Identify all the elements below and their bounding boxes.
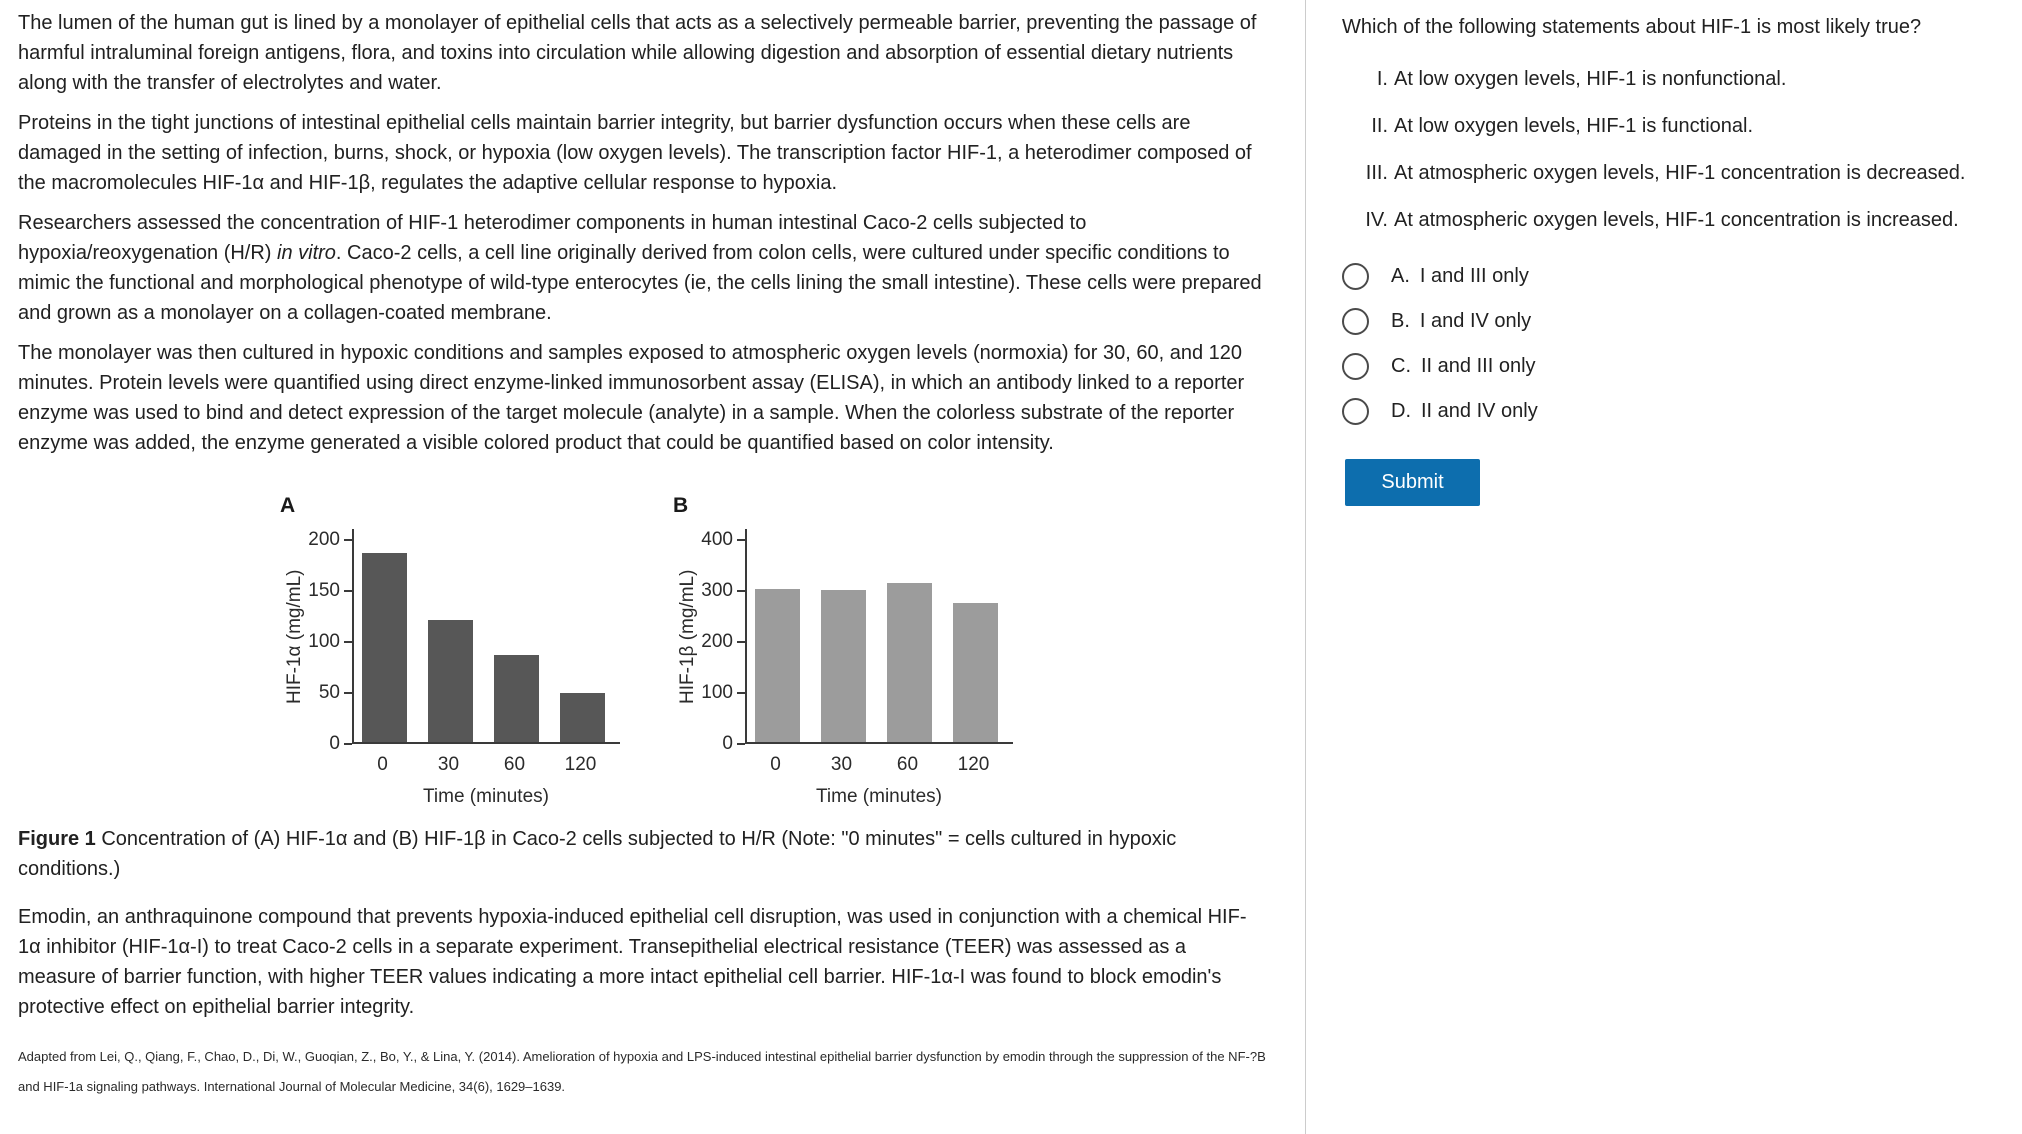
statement-text: At atmospheric oxygen levels, HIF-1 concentration is decreased. bbox=[1394, 162, 1966, 184]
text-segment: Concentration of (A) HIF-1α and (B) HIF-1β in Caco-2 cells subjected to H/R (Note: "0 minutes" = cells cultured in hypoxic conditions.) bbox=[18, 828, 1177, 880]
answer-option-a[interactable] bbox=[1342, 263, 2002, 290]
y-tick-mark bbox=[737, 743, 745, 745]
answer-option-d[interactable] bbox=[1342, 398, 2002, 425]
option-letter: D. bbox=[1391, 400, 1411, 422]
figure-1 bbox=[280, 494, 1269, 809]
option-letter: A. bbox=[1391, 265, 1410, 287]
y-tick-mark bbox=[344, 692, 352, 694]
passage-paragraph-2: Proteins in the tight junctions of intestinal epithelial cells maintain barrier integrity, but barrier dysfunction occurs when these cells are damaged in the setting of infection, burns, shock, or hypoxia (low oxygen levels). The transcription factor HIF-1, a heterodimer composed of the macromolecules HIF-1α and HIF-1β, regulates the adaptive cellular response to hypoxia. bbox=[18, 112, 1252, 194]
x-tick-label: 60 bbox=[896, 754, 919, 775]
answer-options bbox=[1342, 263, 2002, 425]
radio-button[interactable] bbox=[1342, 353, 1369, 380]
y-tick-mark bbox=[344, 743, 352, 745]
bar bbox=[428, 620, 473, 742]
statement-3 bbox=[1342, 160, 2002, 186]
passage-paragraph-1: The lumen of the human gut is lined by a monolayer of epithelial cells that acts as a selectively permeable barrier, preventing the passage of harmful intraluminal foreign antigens, flora, and toxins into circulation while allowing digestion and absorption of essential dietary nutrients along with the transfer of electrolytes and water. bbox=[18, 12, 1257, 94]
y-tick-label: 0 bbox=[329, 733, 340, 754]
y-tick-label: 100 bbox=[308, 631, 340, 652]
y-tick-mark bbox=[737, 539, 745, 541]
statement-numeral: IV. bbox=[1365, 209, 1388, 231]
x-tick-label: 30 bbox=[830, 754, 853, 775]
option-letter: B. bbox=[1391, 310, 1410, 332]
statement-text: At low oxygen levels, HIF-1 is functional. bbox=[1394, 115, 1754, 137]
statement-numeral: III. bbox=[1365, 162, 1388, 184]
y-tick-mark bbox=[737, 692, 745, 694]
plot-area bbox=[745, 529, 1013, 744]
y-tick-mark bbox=[737, 590, 745, 592]
text-segment: . Caco-2 cells, a cell line originally derived from colon cells, were cultured under specific conditions to mimic the functional and morphological phenotype of wild-type enterocytes (ie, the cells lining the small intestine). These cells were prepared and grown as a monolayer on a collagen-coated membrane. bbox=[18, 242, 1262, 324]
statement-numeral: II. bbox=[1371, 115, 1388, 137]
y-tick-label: 0 bbox=[722, 733, 733, 754]
y-tick-label: 50 bbox=[318, 682, 340, 703]
question-prompt: Which of the following statements about HIF-1 is most likely true? bbox=[1342, 16, 1922, 38]
bar bbox=[362, 553, 407, 742]
answer-option-c[interactable] bbox=[1342, 353, 2002, 380]
option-text: II and IV only bbox=[1421, 400, 1538, 422]
bar bbox=[755, 589, 800, 742]
statement-2 bbox=[1342, 113, 2002, 139]
figure-caption bbox=[18, 824, 1269, 884]
y-tick-label: 200 bbox=[308, 529, 340, 550]
plot-area bbox=[352, 529, 620, 744]
y-tick-mark bbox=[344, 641, 352, 643]
text-segment: in vitro bbox=[277, 242, 336, 264]
option-text: I and III only bbox=[1419, 265, 1529, 287]
question-column bbox=[1306, 0, 2022, 1134]
option-text: I and IV only bbox=[1419, 310, 1532, 332]
text-segment: Researchers assessed the concentration of HIF-1 heterodimer components in human intestinal Caco-2 cells subjected to hypoxia/reoxygenation (H/R) bbox=[18, 212, 1087, 264]
bars-group bbox=[747, 529, 1013, 742]
source-citation: Adapted from Lei, Q., Qiang, F., Chao, D., Di, W., Guoqian, Z., Bo, Y., & Lina, Y. (2014). Amelioration of hypoxia and LPS-induced intestinal epithelial barrier dysfunction by emodin through the suppression of the NF-?B and HIF-1a signaling pathways. International Journal of Molecular Medicine, 34(6), 1629–1639. bbox=[18, 1049, 1266, 1094]
bar bbox=[821, 590, 866, 742]
statement-4 bbox=[1342, 207, 2002, 233]
y-tick-mark bbox=[344, 590, 352, 592]
roman-numeral-statements bbox=[1342, 66, 2002, 233]
y-tick-mark bbox=[344, 539, 352, 541]
chart-panel-label: B bbox=[673, 494, 689, 517]
passage-paragraph-4: The monolayer was then cultured in hypoxic conditions and samples exposed to atmospheric oxygen levels (normoxia) for 30, 60, and 120 minutes. Protein levels were quantified using direct enzyme-linked immunosorbent assay (ELISA), in which an antibody linked to a reporter enzyme was used to bind and detect expression of the target molecule (analyte) in a sample. When the colorless substrate of the reporter enzyme was added, the enzyme generated a visible colored product that could be quantified based on color intensity. bbox=[18, 342, 1245, 454]
statement-1 bbox=[1342, 66, 2002, 92]
text-segment: Figure 1 bbox=[18, 828, 96, 850]
chart-panel-a bbox=[280, 494, 625, 809]
y-tick-mark bbox=[737, 641, 745, 643]
x-tick-label: 30 bbox=[437, 754, 460, 775]
bars-group bbox=[354, 529, 620, 742]
passage-paragraph-5: Emodin, an anthraquinone compound that prevents hypoxia-induced epithelial cell disruption, was used in conjunction with a chemical HIF-1α inhibitor (HIF-1α-I) to treat Caco-2 cells in a separate experiment. Transepithelial electrical resistance (TEER) was assessed as a measure of barrier function, with higher TEER values indicating a more intact epithelial cell barrier. HIF-1α-I was found to block emodin's protective effect on epithelial barrier integrity. bbox=[18, 906, 1247, 1018]
x-tick-label: 120 bbox=[564, 754, 597, 775]
chart-panel-label: A bbox=[280, 494, 296, 517]
x-tick-label: 0 bbox=[770, 754, 781, 775]
x-tick-label: 0 bbox=[377, 754, 388, 775]
radio-button[interactable] bbox=[1342, 308, 1369, 335]
bar bbox=[887, 583, 932, 742]
x-tick-label: 60 bbox=[503, 754, 526, 775]
x-tick-label: 120 bbox=[957, 754, 990, 775]
y-tick-label: 200 bbox=[701, 631, 733, 652]
option-letter: C. bbox=[1391, 355, 1411, 377]
bar bbox=[953, 603, 998, 742]
y-tick-label: 150 bbox=[308, 580, 340, 601]
bar bbox=[560, 693, 605, 742]
x-axis-label: Time (minutes) bbox=[816, 786, 942, 807]
submit-button[interactable]: Submit bbox=[1345, 459, 1480, 506]
y-tick-label: 400 bbox=[701, 529, 733, 550]
x-axis-label: Time (minutes) bbox=[423, 786, 549, 807]
statement-numeral: I. bbox=[1376, 68, 1388, 90]
passage-paragraph-3 bbox=[18, 208, 1269, 328]
y-axis-label: HIF-1β (mg/mL) bbox=[677, 569, 698, 704]
answer-option-b[interactable] bbox=[1342, 308, 2002, 335]
y-tick-label: 300 bbox=[701, 580, 733, 601]
y-tick-label: 100 bbox=[701, 682, 733, 703]
radio-button[interactable] bbox=[1342, 263, 1369, 290]
bar bbox=[494, 655, 539, 742]
radio-button[interactable] bbox=[1342, 398, 1369, 425]
statement-text: At low oxygen levels, HIF-1 is nonfunctional. bbox=[1394, 68, 1787, 90]
y-axis-label: HIF-1α (mg/mL) bbox=[284, 569, 305, 704]
statement-text: At atmospheric oxygen levels, HIF-1 concentration is increased. bbox=[1394, 209, 1959, 231]
chart-panel-b bbox=[673, 494, 1018, 809]
figure-gap bbox=[625, 494, 673, 809]
option-text: II and III only bbox=[1421, 355, 1536, 377]
